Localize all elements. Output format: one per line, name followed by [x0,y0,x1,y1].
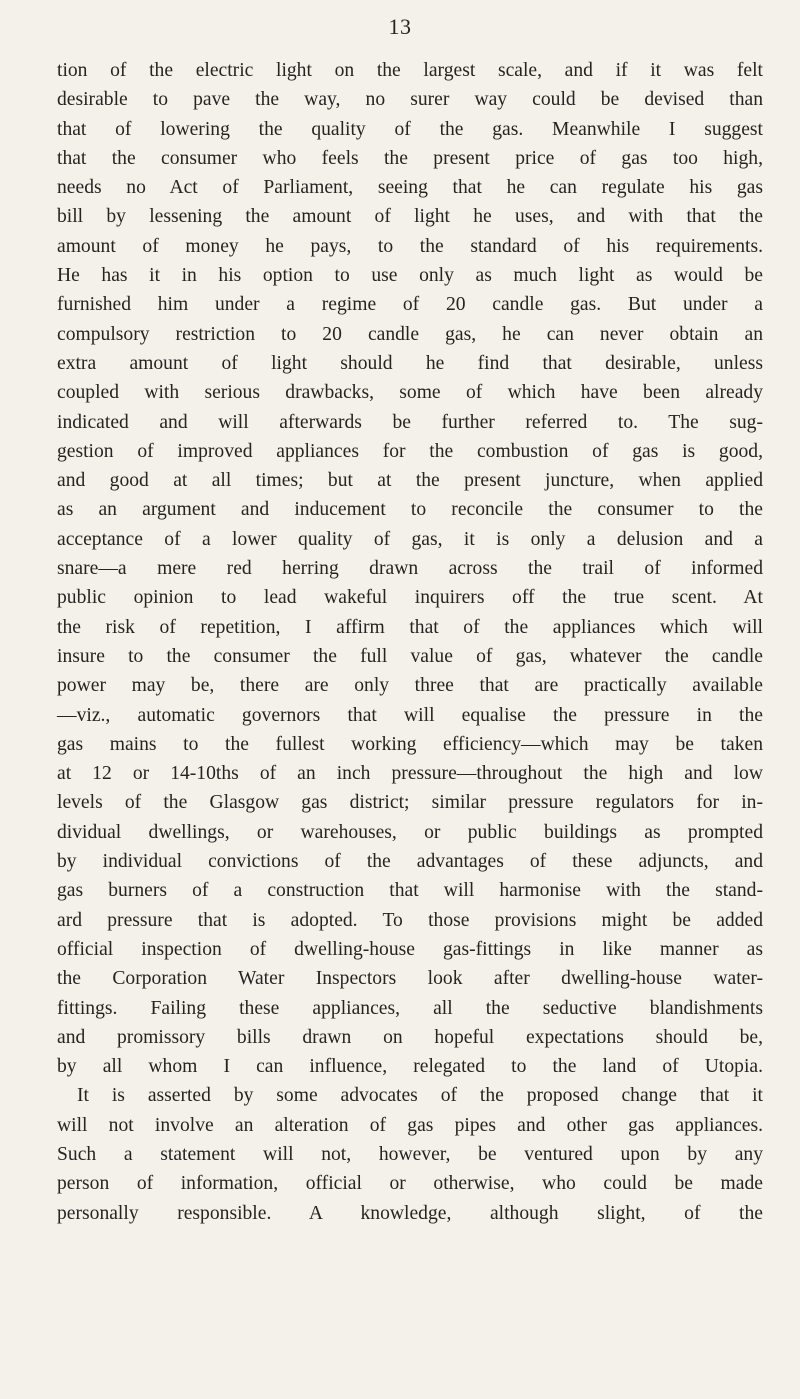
text-line: insure to the consumer the full value of gas, whatever the candle [57,645,763,667]
text-line: acceptance of a lower quality of gas, it is only a delusion and a [57,528,763,550]
text-line: snare—a mere red herring drawn across the trail of informed [57,558,763,580]
text-line: extra amount of light should he find that desirable, unless [57,352,763,374]
text-line: It is asserted by some advocates of the proposed change that it [77,1085,763,1107]
text-line: the Corporation Water Inspectors look after dwelling-house water- [57,968,763,990]
text-line: by individual convictions of the advantages of these adjuncts, and [57,851,763,873]
text-line: at 12 or 14-10ths of an inch pressure—throughout the high and low [57,763,763,785]
text-line: He has it in his option to use only as much light as would be [57,265,763,287]
text-line: indicated and will afterwards be further referred to. The sug- [57,411,763,433]
text-line: and good at all times; but at the present juncture, when applied [57,470,763,492]
text-line: ard pressure that is adopted. To those provisions might be added [57,909,763,931]
text-line: gas burners of a construction that will harmonise with the stand- [57,880,763,902]
text-line: tion of the electric light on the largest scale, and if it was felt [57,60,763,81]
paragraph [57,1081,763,1227]
text-line: public opinion to lead wakeful inquirers off the true scent. At [57,587,763,609]
text-line: dividual dwellings, or warehouses, or public buildings as prompted [57,821,763,843]
text-line: official inspection of dwelling-house gas-fittings in like manner as [57,938,763,960]
body-text [57,56,763,1228]
text-line: —viz., automatic governors that will equalise the pressure in the [57,704,763,726]
text-line: person of information, official or otherwise, who could be made [57,1173,763,1195]
text-line: desirable to pave the way, no surer way could be devised than [57,89,763,111]
text-line: gestion of improved appliances for the combustion of gas is good, [57,440,763,462]
page-number: 13 [388,14,412,39]
text-line: will not involve an alteration of gas pipes and other gas appliances. [57,1114,763,1136]
text-line: that the consumer who feels the present price of gas too high, [57,147,763,169]
text-line: by all whom I can influence, relegated to the land of Utopia. [57,1056,763,1078]
text-line: Such a statement will not, however, be ventured upon by any [57,1143,763,1165]
text-line: needs no Act of Parliament, seeing that he can regulate his gas [57,177,763,199]
text-line: fittings. Failing these appliances, all the seductive blandishments [57,997,763,1019]
text-line: the risk of repetition, I affirm that of the appliances which will [57,616,763,638]
text-line: amount of money he pays, to the standard of his requirements. [57,235,763,257]
text-line: gas mains to the fullest working efficiency—which may be taken [57,733,763,755]
text-line: levels of the Glasgow gas district; similar pressure regulators for in- [57,792,763,814]
text-line: personally responsible. A knowledge, although slight, of the [57,1202,763,1224]
text-line: compulsory restriction to 20 candle gas, he can never obtain an [57,323,763,345]
text-line: bill by lessening the amount of light he uses, and with that the [57,206,763,228]
text-line: power may be, there are only three that are practically available [57,675,763,697]
text-line: and promissory bills drawn on hopeful expectations should be, [57,1026,763,1048]
text-line: coupled with serious drawbacks, some of which have been already [57,382,763,404]
paragraph [57,56,763,1081]
text-line: furnished him under a regime of 20 candle gas. But under a [57,294,763,316]
text-line: that of lowering the quality of the gas. Meanwhile I suggest [57,118,763,140]
text-line: as an argument and inducement to reconcile the consumer to the [57,499,763,521]
